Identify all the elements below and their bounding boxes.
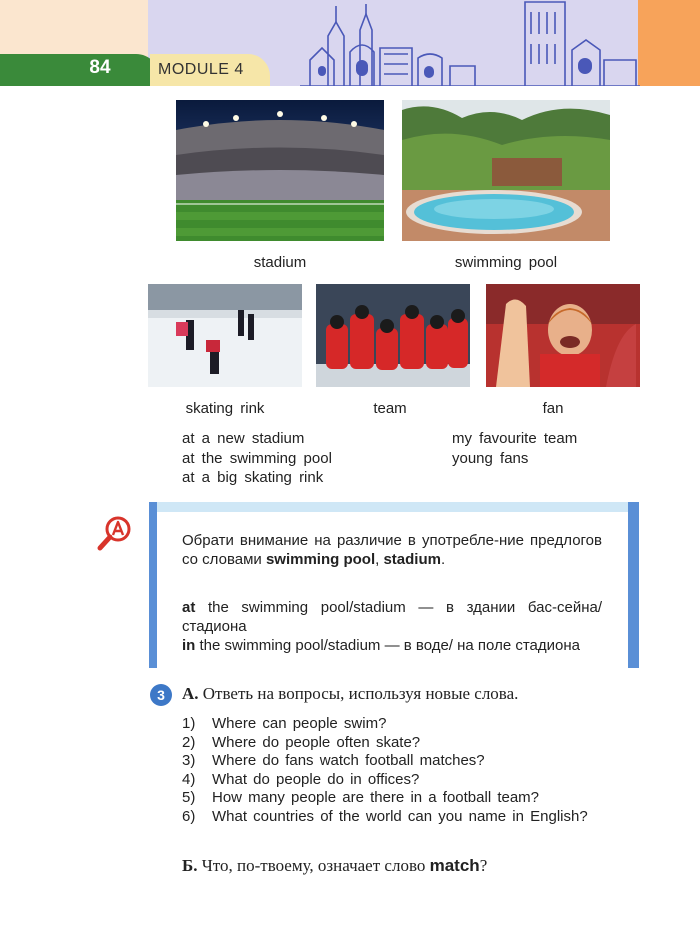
page-number: 84 (89, 57, 111, 78)
list-item (182, 752, 640, 771)
phrase-list-left (182, 429, 332, 488)
note-box-left-border (149, 502, 157, 668)
question-number: 3) (182, 752, 196, 770)
exercise-b-instruction (182, 856, 487, 876)
question-number: 4) (182, 770, 196, 788)
exercise-a-text: Ответь на вопросы, используя новые слова. (202, 684, 519, 703)
note-box-top (149, 502, 639, 512)
note-in-rule (182, 636, 602, 655)
exercise-b-letter: Б. (182, 856, 198, 875)
phrase-item: young fans (452, 449, 529, 467)
question-text: Where do fans watch football matches? (212, 752, 485, 770)
note-at-text: the swimming pool/stadium — в здании бас-сейна/стадиона (182, 599, 602, 635)
phrase-item: at a big skating rink (182, 469, 324, 486)
list-item (182, 789, 640, 808)
team-photo (316, 284, 470, 387)
fan-photo (486, 284, 640, 387)
exercise-a-letter: А. (182, 684, 199, 703)
question-number: 5) (182, 789, 196, 807)
swimming-pool-photo (402, 100, 610, 241)
swimming-pool-caption: swimming pool (454, 254, 558, 271)
note-in-word: in (182, 637, 196, 654)
question-list (182, 715, 640, 827)
phrase-item: at the swimming pool (182, 449, 332, 467)
stadium-caption: stadium (253, 254, 307, 271)
list-item (182, 734, 640, 753)
note-intro: Обрати внимание на различие в употребле-ние предлогов со словами swimming pool, stadium. (182, 532, 602, 568)
team-caption: team (373, 400, 407, 417)
question-text: What countries of the world can you name in English? (212, 807, 588, 825)
question-number: 1) (182, 715, 196, 732)
exercise-number-badge: 3 (150, 684, 172, 706)
fan-caption: fan (542, 400, 564, 417)
note-term-stadium: stadium (383, 551, 441, 568)
question-number: 2) (182, 733, 196, 751)
question-number: 6) (182, 807, 196, 825)
note-in-text: the swimming pool/stadium — в воде/ на поле стадиона (199, 637, 580, 654)
module-label: MODULE 4 (158, 61, 244, 78)
question-text: How many people are there in a football team? (212, 789, 540, 807)
note-box-right-border (628, 502, 639, 668)
note-at-word: at (182, 599, 196, 616)
list-item (182, 771, 640, 790)
exercise-b-word: match (429, 856, 480, 875)
question-text: Where can people swim? (212, 715, 387, 732)
phrase-item: my favourite team (452, 430, 578, 447)
note-at-rule (182, 598, 602, 636)
phrase-list-right (452, 429, 577, 468)
note-intro-text: Обрати внимание на различие в употребле-ние предлогов со словами (182, 532, 602, 568)
exercise-b-text: Что, по-твоему, означает слово (201, 856, 426, 875)
header-corner-right (638, 0, 700, 86)
skating-rink-photo (148, 284, 302, 387)
question-text: Where do people often skate? (212, 733, 421, 751)
exercise-b-end: ? (479, 856, 488, 875)
magnifier-a-icon (96, 514, 134, 552)
city-skyline-illustration (300, 0, 640, 86)
list-item (182, 808, 640, 827)
list-item (182, 715, 640, 734)
exercise-a-instruction (182, 684, 518, 704)
note-term-swimming-pool: swimming pool (265, 551, 376, 568)
question-text: What do people do in offices? (212, 770, 420, 788)
phrase-item: at a new stadium (182, 430, 305, 447)
skating-rink-caption: skating rink (185, 400, 265, 417)
stadium-photo (176, 100, 384, 241)
